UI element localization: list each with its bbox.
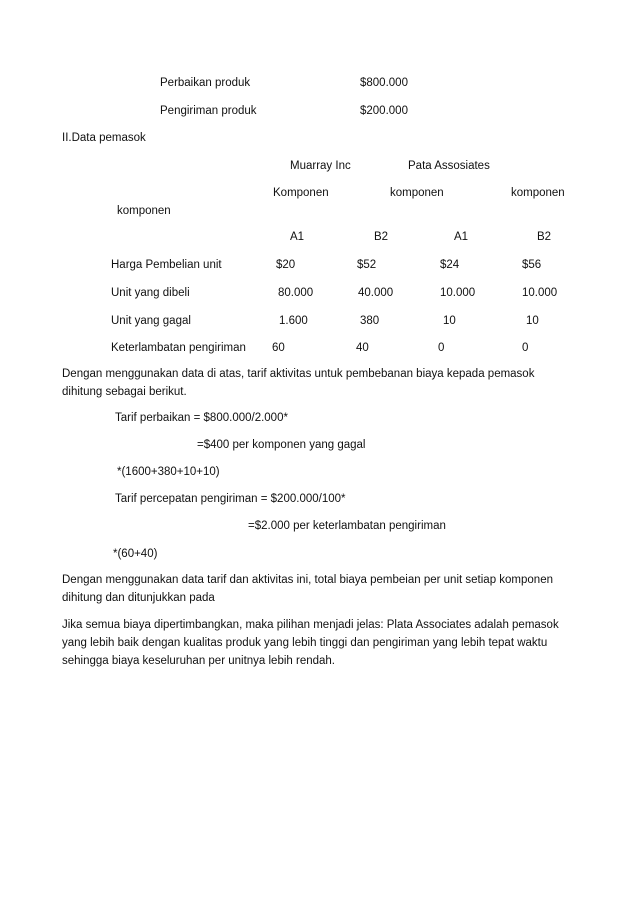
paragraph-2-line-2: dihitung dan ditunjukkan pada [62, 592, 215, 604]
cost-value-pengiriman: $200.000 [360, 105, 408, 117]
row-label-keterlambatan: Keterlambatan pengiriman [111, 342, 246, 354]
cell-dibeli-3: 10.000 [440, 287, 476, 299]
cost-label-perbaikan: Perbaikan produk [160, 77, 251, 89]
cost-value-perbaikan: $800.000 [360, 77, 408, 89]
section-heading: II.Data pemasok [62, 132, 146, 144]
cell-harga-1: $20 [276, 259, 296, 271]
cell-harga-3: $24 [440, 259, 460, 271]
cell-harga-4: $56 [522, 259, 542, 271]
cell-gagal-2: 380 [360, 315, 380, 327]
row-label-dibeli: Unit yang dibeli [111, 287, 190, 299]
cell-gagal-3: 10 [443, 315, 456, 327]
cell-keterlambatan-2: 40 [356, 342, 369, 354]
supplier-muarray: Muarray Inc [290, 160, 351, 172]
cell-keterlambatan-4: 0 [522, 342, 529, 354]
komponen-header-1: Komponen [273, 187, 329, 199]
cell-keterlambatan-1: 60 [272, 342, 285, 354]
row-label-gagal: Unit yang gagal [111, 315, 191, 327]
repair-rate-note: *(1600+380+10+10) [117, 466, 220, 478]
supplier-pata: Pata Assosiates [408, 160, 490, 172]
paragraph-2-line-1: Dengan menggunakan data tarif dan aktivitas ini, total biaya pembeian per unit setiap komponen [62, 574, 553, 586]
paragraph-3-line-1: Jika semua biaya dipertimbangkan, maka pilihan menjadi jelas: Plata Associates adalah pemasok [62, 619, 559, 631]
row-label-harga: Harga Pembelian unit [111, 259, 222, 271]
repair-rate-result: =$400 per komponen yang gagal [197, 439, 366, 451]
shipping-rate-result: =$2.000 per keterlambatan pengiriman [248, 520, 446, 532]
repair-rate-formula: Tarif perbaikan = $800.000/2.000* [115, 412, 288, 424]
komponen-header-2: komponen [390, 187, 444, 199]
paragraph-3-line-2: yang lebih baik dengan kualitas produk yang lebih tinggi dan pengiriman yang lebih tepat waktu [62, 637, 548, 649]
component-code-b2-muarray: B2 [374, 231, 389, 243]
paragraph-1-line-1: Dengan menggunakan data di atas, tarif aktivitas untuk pembebanan biaya kepada pemasok [62, 368, 535, 380]
cell-dibeli-1: 80.000 [278, 287, 314, 299]
cell-keterlambatan-3: 0 [438, 342, 445, 354]
paragraph-1-line-2: dihitung sebagai berikut. [62, 386, 187, 398]
cell-dibeli-4: 10.000 [522, 287, 558, 299]
cost-label-pengiriman: Pengiriman produk [160, 105, 257, 117]
cell-dibeli-2: 40.000 [358, 287, 394, 299]
cell-gagal-1: 1.600 [279, 315, 308, 327]
component-code-b2-pata: B2 [537, 231, 552, 243]
cell-harga-2: $52 [357, 259, 377, 271]
cell-gagal-4: 10 [526, 315, 539, 327]
paragraph-3-line-3: sehingga biaya keseluruhan per unitnya lebih rendah. [62, 655, 336, 667]
component-code-a1-muarray: A1 [290, 231, 305, 243]
komponen-header-3: komponen [511, 187, 565, 199]
component-code-a1-pata: A1 [454, 231, 469, 243]
komponen-header-4: komponen [117, 205, 171, 217]
shipping-rate-formula: Tarif percepatan pengiriman = $200.000/100* [115, 493, 346, 505]
shipping-rate-note: *(60+40) [113, 548, 158, 560]
